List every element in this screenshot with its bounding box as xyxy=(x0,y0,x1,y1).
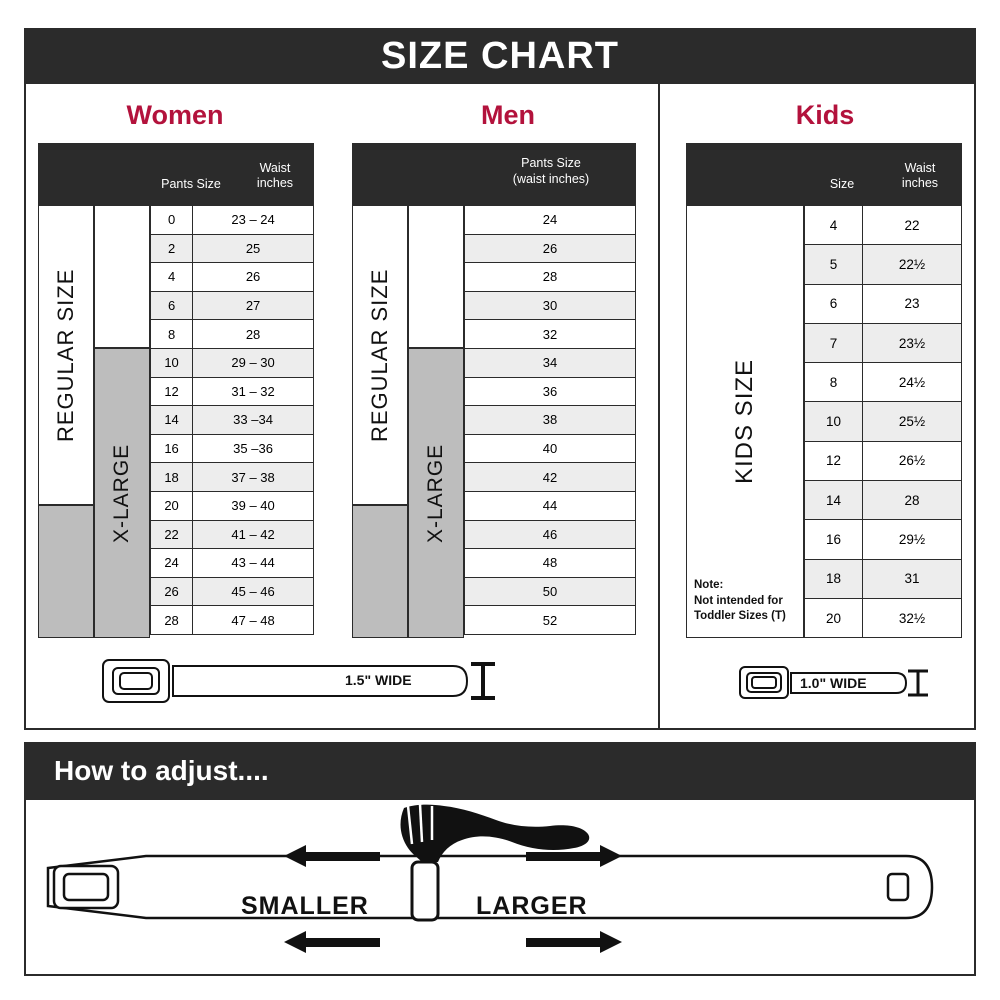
women-cell: 2 xyxy=(151,234,193,263)
men-xlarge-spacer xyxy=(408,205,464,348)
page-title: SIZE CHART xyxy=(381,34,619,77)
table-row xyxy=(151,491,314,520)
women-cell: 25 xyxy=(193,234,314,263)
women-regular-size-spacer xyxy=(38,505,94,638)
howto-heading: How to adjust.... xyxy=(54,755,269,786)
section-heading-women: Women xyxy=(126,100,224,130)
kids-cell: 5 xyxy=(805,245,863,284)
table-row xyxy=(465,320,636,349)
kids-cell: 26½ xyxy=(863,441,962,480)
women-size-table xyxy=(150,205,314,635)
women-cell: 43 – 44 xyxy=(193,549,314,578)
table-row xyxy=(465,606,636,635)
table-row xyxy=(151,549,314,578)
table-row xyxy=(465,520,636,549)
table-row xyxy=(151,348,314,377)
men-cell: 46 xyxy=(465,520,636,549)
kids-belt-diagram xyxy=(736,660,936,706)
men-cell: 38 xyxy=(465,406,636,435)
table-row xyxy=(465,234,636,263)
table-row xyxy=(805,323,962,362)
table-row xyxy=(151,320,314,349)
women-cell: 28 xyxy=(151,606,193,635)
kids-cell: 23 xyxy=(863,284,962,323)
adjust-label-larger: LARGER xyxy=(476,892,588,920)
women-cell: 23 – 24 xyxy=(193,206,314,235)
kids-note: Note: Not intended for Toddler Sizes (T) xyxy=(694,579,786,623)
table-row xyxy=(151,263,314,292)
table-row xyxy=(465,206,636,235)
women-table-header xyxy=(38,143,314,205)
kids-cell: 24½ xyxy=(863,363,962,402)
kids-size-table xyxy=(804,205,962,638)
kids-cell: 10 xyxy=(805,402,863,441)
men-cell: 32 xyxy=(465,320,636,349)
women-cell: 37 – 38 xyxy=(193,463,314,492)
men-cell: 36 xyxy=(465,377,636,406)
men-cell: 34 xyxy=(465,348,636,377)
table-row xyxy=(805,402,962,441)
section-heading-men: Men xyxy=(481,100,535,130)
kids-cell: 22½ xyxy=(863,245,962,284)
men-cell: 40 xyxy=(465,434,636,463)
table-row xyxy=(151,463,314,492)
women-cell: 39 – 40 xyxy=(193,491,314,520)
kids-cell: 20 xyxy=(805,598,863,637)
kids-cell: 8 xyxy=(805,363,863,402)
women-cell: 12 xyxy=(151,377,193,406)
kids-size-label: KIDS SIZE xyxy=(686,205,804,638)
men-cell: 42 xyxy=(465,463,636,492)
adjust-label-smaller: SMALLER xyxy=(241,892,369,920)
panel-divider xyxy=(658,84,660,730)
section-heading-kids: Kids xyxy=(795,100,855,130)
kids-cell: 6 xyxy=(805,284,863,323)
adult-belt-svg xyxy=(95,650,515,710)
table-row xyxy=(151,206,314,235)
men-cell: 44 xyxy=(465,491,636,520)
women-cell: 24 xyxy=(151,549,193,578)
table-row xyxy=(465,491,636,520)
women-cell: 41 – 42 xyxy=(193,520,314,549)
women-cell: 35 –36 xyxy=(193,434,314,463)
table-row xyxy=(151,577,314,606)
adult-belt-diagram xyxy=(95,650,515,710)
kids-col-header-size: Size xyxy=(829,177,855,191)
table-row xyxy=(465,348,636,377)
women-col-header-pants: Pants Size xyxy=(161,177,221,191)
table-row xyxy=(805,206,962,245)
kids-cell: 28 xyxy=(863,481,962,520)
kids-cell: 14 xyxy=(805,481,863,520)
table-row xyxy=(151,406,314,435)
table-row xyxy=(805,481,962,520)
women-xlarge-label: X-LARGE xyxy=(94,348,150,638)
men-col-header: Pants Size (waist inches) xyxy=(512,156,590,186)
women-cell: 28 xyxy=(193,320,314,349)
women-cell: 26 xyxy=(193,263,314,292)
table-row xyxy=(151,520,314,549)
table-row xyxy=(805,598,962,637)
kids-cell: 32½ xyxy=(863,598,962,637)
men-cell: 30 xyxy=(465,291,636,320)
women-cell: 16 xyxy=(151,434,193,463)
women-cell: 47 – 48 xyxy=(193,606,314,635)
women-cell: 0 xyxy=(151,206,193,235)
table-row xyxy=(151,291,314,320)
table-row xyxy=(151,234,314,263)
women-xlarge-spacer xyxy=(94,205,150,348)
kids-col-header-waist: Waist inches xyxy=(901,161,939,190)
men-regular-size-spacer xyxy=(352,505,408,638)
table-row xyxy=(151,377,314,406)
women-cell: 27 xyxy=(193,291,314,320)
table-row xyxy=(805,245,962,284)
women-cell: 10 xyxy=(151,348,193,377)
women-cell: 14 xyxy=(151,406,193,435)
women-cell: 6 xyxy=(151,291,193,320)
women-cell: 26 xyxy=(151,577,193,606)
men-cell: 24 xyxy=(465,206,636,235)
table-row xyxy=(151,606,314,635)
women-cell: 33 –34 xyxy=(193,406,314,435)
kids-cell: 7 xyxy=(805,323,863,362)
table-row xyxy=(805,363,962,402)
women-cell: 4 xyxy=(151,263,193,292)
men-cell: 26 xyxy=(465,234,636,263)
table-row xyxy=(465,577,636,606)
men-cell: 48 xyxy=(465,549,636,578)
howto-illustration xyxy=(26,800,974,974)
kids-cell: 29½ xyxy=(863,520,962,559)
women-cell: 45 – 46 xyxy=(193,577,314,606)
men-table-header xyxy=(352,143,636,205)
table-row xyxy=(805,284,962,323)
table-row xyxy=(465,463,636,492)
kids-cell: 23½ xyxy=(863,323,962,362)
table-row xyxy=(465,434,636,463)
women-cell: 18 xyxy=(151,463,193,492)
page-title-bar xyxy=(24,28,976,84)
men-size-table xyxy=(464,205,636,635)
kids-table-header xyxy=(686,143,962,205)
women-cell: 20 xyxy=(151,491,193,520)
table-row xyxy=(465,291,636,320)
table-row xyxy=(805,520,962,559)
women-cell: 22 xyxy=(151,520,193,549)
kids-cell: 4 xyxy=(805,206,863,245)
kids-cell: 16 xyxy=(805,520,863,559)
women-regular-size-label: REGULAR SIZE xyxy=(38,205,94,505)
table-row xyxy=(465,406,636,435)
kids-cell: 12 xyxy=(805,441,863,480)
kids-belt-width-label: 1.0" WIDE xyxy=(800,675,867,691)
men-cell: 50 xyxy=(465,577,636,606)
kids-cell: 18 xyxy=(805,559,863,598)
women-cell: 31 – 32 xyxy=(193,377,314,406)
kids-cell: 22 xyxy=(863,206,962,245)
women-col-header-waist: Waist inches xyxy=(256,161,294,190)
howto-panel xyxy=(24,800,976,976)
kids-cell: 25½ xyxy=(863,402,962,441)
women-cell: 29 – 30 xyxy=(193,348,314,377)
men-cell: 28 xyxy=(465,263,636,292)
table-row xyxy=(465,263,636,292)
table-row xyxy=(805,559,962,598)
table-row xyxy=(151,434,314,463)
kids-cell: 31 xyxy=(863,559,962,598)
men-cell: 52 xyxy=(465,606,636,635)
table-row xyxy=(805,441,962,480)
table-row xyxy=(465,549,636,578)
adult-belt-width-label: 1.5" WIDE xyxy=(345,672,412,688)
men-xlarge-label: X-LARGE xyxy=(408,348,464,638)
howto-bar xyxy=(24,742,976,800)
women-cell: 8 xyxy=(151,320,193,349)
men-regular-size-label: REGULAR SIZE xyxy=(352,205,408,505)
table-row xyxy=(465,377,636,406)
